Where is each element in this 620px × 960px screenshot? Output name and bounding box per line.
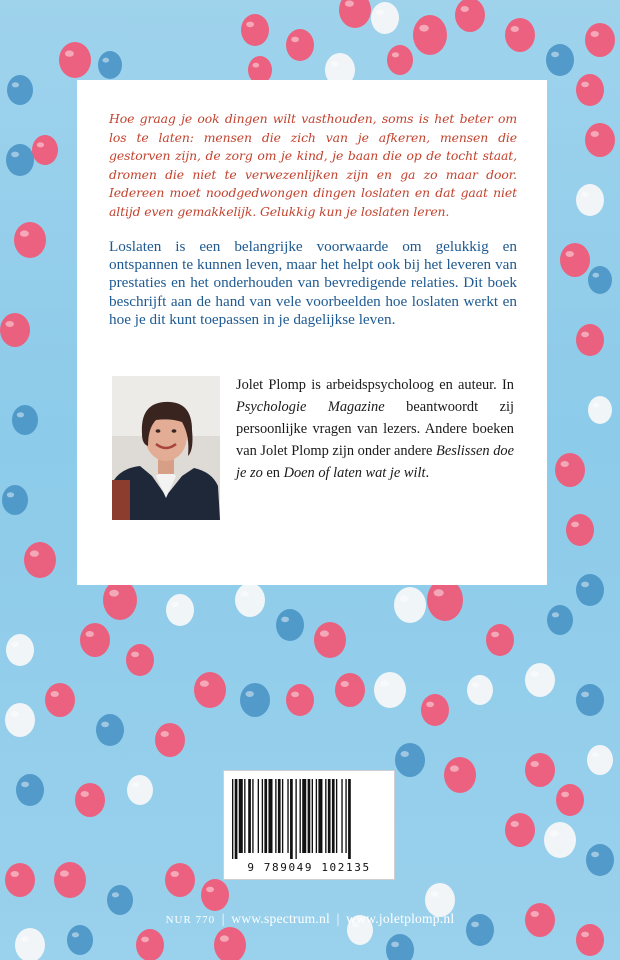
- balloon: [136, 929, 164, 960]
- balloon: [413, 15, 447, 55]
- balloon-highlight: [11, 152, 19, 158]
- balloon-highlight: [21, 782, 29, 788]
- separator: |: [336, 911, 340, 926]
- barcode-bar: [248, 779, 251, 853]
- balloon: [566, 514, 594, 546]
- balloon: [556, 784, 584, 816]
- balloon-highlight: [581, 932, 589, 938]
- balloon: [547, 605, 573, 635]
- balloon: [54, 862, 86, 898]
- balloon-highlight: [11, 711, 19, 717]
- balloon: [32, 135, 58, 165]
- balloon-highlight: [345, 0, 354, 6]
- balloon: [525, 663, 555, 697]
- text-panel: [77, 80, 547, 585]
- barcode-bar: [336, 779, 337, 853]
- balloon: [286, 684, 314, 716]
- balloon: [576, 684, 604, 716]
- balloon: [387, 45, 413, 75]
- balloon-highlight: [401, 751, 409, 757]
- balloon: [98, 51, 122, 79]
- balloon: [16, 774, 44, 806]
- balloon: [546, 44, 574, 76]
- balloon: [214, 927, 246, 960]
- balloon: [201, 879, 229, 911]
- balloon-highlight: [241, 591, 249, 597]
- balloon: [525, 753, 555, 787]
- balloon-highlight: [51, 691, 59, 697]
- barcode-bar: [325, 779, 326, 853]
- barcode-bar: [275, 779, 276, 853]
- barcode-bar: [308, 779, 311, 853]
- barcode-bar: [341, 779, 342, 853]
- balloon: [386, 934, 414, 960]
- balloon-highlight: [551, 52, 559, 58]
- balloon: [45, 683, 75, 717]
- balloon: [394, 587, 426, 623]
- balloon: [24, 542, 56, 578]
- balloon-highlight: [141, 937, 149, 943]
- author-photo: [112, 376, 220, 520]
- balloon-highlight: [380, 680, 389, 686]
- balloon-highlight: [531, 671, 539, 677]
- balloon: [486, 624, 514, 656]
- balloon-highlight: [101, 722, 109, 728]
- author-website: www.joletplomp.nl: [346, 911, 455, 926]
- balloon-highlight: [81, 791, 89, 797]
- balloon: [59, 42, 91, 78]
- balloon: [96, 714, 124, 746]
- barcode-bar: [239, 779, 243, 853]
- balloon: [6, 634, 34, 666]
- balloon-highlight: [161, 731, 169, 737]
- balloon-highlight: [11, 871, 19, 877]
- publisher-website: www.spectrum.nl: [231, 911, 330, 926]
- barcode-bar: [232, 779, 233, 859]
- nur-code: NUR 770: [165, 914, 216, 926]
- isbn-barcode: [223, 770, 395, 880]
- balloon-highlight: [581, 582, 589, 588]
- balloon: [127, 775, 153, 805]
- barcode-bar: [262, 779, 263, 853]
- balloon: [585, 123, 615, 157]
- balloon: [444, 757, 476, 793]
- barcode-bar: [348, 779, 351, 859]
- balloon-highlight: [491, 632, 499, 638]
- barcode-bar: [252, 779, 253, 853]
- balloon-highlight: [566, 251, 574, 257]
- balloon-highlight: [220, 935, 229, 941]
- publisher-footer: [0, 911, 620, 927]
- balloon: [235, 583, 265, 617]
- balloon: [126, 644, 154, 676]
- balloon: [576, 184, 604, 216]
- balloon: [314, 622, 346, 658]
- balloon-highlight: [109, 590, 119, 597]
- balloon-highlight: [171, 871, 179, 877]
- balloon: [286, 29, 314, 61]
- author-section: [112, 376, 515, 526]
- description-text: Loslaten is een belangrijke voorwaarde om gelukkig en ontspannen te kunnen leven, maar het helpt ook bij het leveren van prestaties en het onderhouden van bevredigende relaties. Dit boek beschrijft aan de hand van vele voorbeelden hoe loslaten werkt en hoe je dit kunt toepassen in je dagelijkse leven.: [109, 237, 517, 329]
- balloon-highlight: [591, 131, 599, 137]
- barcode-bars: [232, 779, 388, 859]
- magazine-title: Psychologie Magazine: [236, 399, 385, 415]
- balloon: [165, 863, 195, 897]
- balloon-highlight: [550, 830, 559, 836]
- balloon: [103, 580, 137, 620]
- balloon-highlight: [592, 752, 599, 757]
- barcode-bar: [282, 779, 283, 853]
- balloon-highlight: [132, 782, 139, 787]
- balloon: [15, 928, 45, 960]
- balloon-highlight: [591, 31, 599, 37]
- barcode-bar: [278, 779, 281, 853]
- barcode-bar: [290, 779, 293, 859]
- balloon-highlight: [591, 852, 599, 858]
- balloon-highlight: [206, 887, 214, 893]
- barcode-bar: [328, 779, 331, 853]
- balloon-highlight: [246, 22, 254, 28]
- balloon-highlight: [392, 52, 399, 57]
- barcode-bar: [300, 779, 301, 853]
- balloon-highlight: [60, 870, 69, 876]
- balloon: [505, 18, 535, 52]
- balloon-highlight: [431, 891, 439, 897]
- balloon: [75, 783, 105, 817]
- barcode-bar: [268, 779, 272, 853]
- barcode-bar: [345, 779, 346, 853]
- balloon: [586, 844, 614, 876]
- balloon: [395, 743, 425, 777]
- balloon-highlight: [11, 642, 19, 648]
- balloon: [80, 623, 110, 657]
- balloon-highlight: [581, 332, 589, 338]
- balloon-highlight: [581, 692, 589, 698]
- balloon: [576, 924, 604, 956]
- balloon-highlight: [37, 142, 44, 147]
- balloon-highlight: [419, 25, 429, 32]
- balloon: [240, 683, 270, 717]
- balloon-highlight: [592, 403, 599, 408]
- book-title-1: Beslissen doe je zo: [236, 443, 514, 481]
- balloon-highlight: [281, 617, 289, 623]
- balloon: [587, 745, 613, 775]
- balloon-highlight: [7, 492, 14, 497]
- barcode-bar: [244, 779, 245, 853]
- separator: |: [221, 911, 225, 926]
- balloon-highlight: [72, 932, 79, 937]
- balloon-highlight: [320, 630, 329, 636]
- barcode-bar: [235, 779, 238, 859]
- balloon-highlight: [331, 61, 339, 67]
- balloon: [166, 594, 194, 626]
- balloon-highlight: [200, 680, 209, 686]
- balloon: [455, 0, 485, 32]
- balloon: [12, 405, 38, 435]
- balloon-highlight: [581, 82, 589, 88]
- balloon-highlight: [472, 682, 479, 687]
- barcode-bar: [312, 779, 313, 853]
- barcode-bar: [316, 779, 317, 853]
- balloon: [7, 75, 33, 105]
- balloon-highlight: [341, 681, 349, 687]
- balloon: [5, 863, 35, 897]
- balloon: [421, 694, 449, 726]
- balloon: [155, 723, 185, 757]
- balloon: [555, 453, 585, 487]
- balloon: [67, 925, 93, 955]
- balloon: [544, 822, 576, 858]
- balloon-highlight: [252, 63, 259, 68]
- balloon-highlight: [102, 58, 109, 63]
- balloon-highlight: [450, 765, 459, 771]
- balloon-highlight: [461, 6, 469, 12]
- balloon: [588, 266, 612, 294]
- book-title-2: Doen of laten wat je wilt: [283, 465, 426, 481]
- balloon-highlight: [391, 942, 399, 948]
- balloon: [576, 324, 604, 356]
- balloon-highlight: [592, 273, 599, 278]
- balloon-highlight: [531, 761, 539, 767]
- balloon: [6, 144, 34, 176]
- balloon: [339, 0, 371, 28]
- balloon: [585, 23, 615, 57]
- balloon-highlight: [511, 26, 519, 32]
- balloon-highlight: [552, 612, 559, 617]
- balloon-highlight: [561, 792, 569, 798]
- balloon-highlight: [291, 37, 299, 43]
- balloon-highlight: [112, 892, 119, 897]
- balloon: [576, 574, 604, 606]
- balloon-highlight: [6, 321, 14, 327]
- barcode-bar: [295, 779, 296, 859]
- balloon-highlight: [434, 589, 444, 596]
- balloon: [427, 579, 463, 621]
- balloon-highlight: [581, 192, 589, 198]
- balloon: [374, 672, 406, 708]
- balloon-highlight: [20, 230, 29, 236]
- balloon-highlight: [400, 595, 409, 601]
- balloon-highlight: [21, 936, 29, 942]
- balloon: [588, 396, 612, 424]
- balloon-highlight: [171, 602, 179, 608]
- balloon-highlight: [30, 550, 39, 556]
- balloon-highlight: [561, 461, 569, 467]
- balloon: [467, 675, 493, 705]
- balloon: [576, 74, 604, 106]
- balloon: [241, 14, 269, 46]
- balloon: [5, 703, 35, 737]
- barcode-bar: [264, 779, 267, 853]
- barcode-bar: [332, 779, 335, 853]
- balloon-highlight: [86, 631, 94, 637]
- balloon-highlight: [12, 82, 19, 87]
- balloon-highlight: [246, 691, 254, 697]
- balloon-highlight: [65, 50, 74, 56]
- balloon-highlight: [131, 652, 139, 658]
- barcode-bar: [302, 779, 306, 853]
- isbn-number: 9 789049 102135: [247, 861, 371, 874]
- author-bio: Jolet Plomp is arbeidspsycholoog en auteur. In Psychologie Magazine beantwoordt zij persoonlijke vragen van lezers. Andere boeken van Jolet Plomp zijn onder andere Beslissen doe je zo en Doen of laten wat je wilt.: [236, 377, 515, 481]
- balloon-highlight: [17, 412, 24, 417]
- balloon: [0, 313, 30, 347]
- balloon: [335, 673, 365, 707]
- balloon: [276, 609, 304, 641]
- balloon: [2, 485, 28, 515]
- barcode-bar: [318, 779, 322, 853]
- barcode-bar: [258, 779, 259, 853]
- balloon: [194, 672, 226, 708]
- balloon-highlight: [571, 522, 579, 528]
- intro-text: Hoe graag je ook dingen wilt vasthouden, soms is het beter om los te laten: mensen die zich van je afkeren, mensen die gestorven zijn, de zorg om je kind, je baan die op de tocht staat, dromen die niet te verwezenlijken zijn en ga zo maar door. Iedereen moet noodgedwongen dingen loslaten en dat gaat niet altijd even gemakkelijk. Gelukkig kun je loslaten leren.: [109, 111, 517, 219]
- balloon-highlight: [376, 10, 384, 16]
- balloon-highlight: [511, 821, 519, 827]
- balloon: [14, 222, 46, 258]
- balloon: [505, 813, 535, 847]
- balloon-highlight: [291, 692, 299, 698]
- balloon: [371, 2, 399, 34]
- barcode-bar: [287, 779, 288, 853]
- balloon-highlight: [426, 702, 434, 708]
- balloon: [560, 243, 590, 277]
